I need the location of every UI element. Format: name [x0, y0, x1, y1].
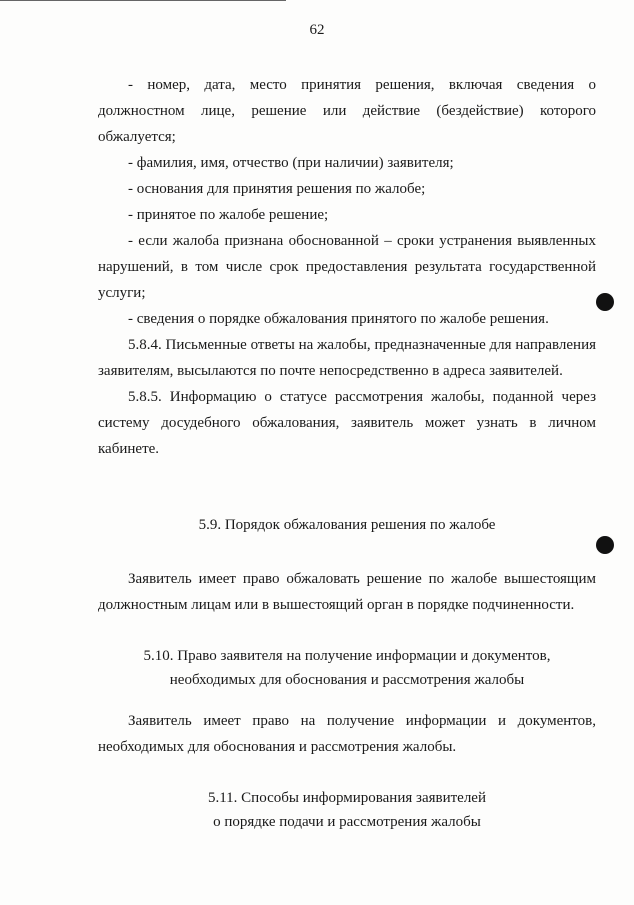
section-heading-line: 5.11. Способы информирования заявителей	[207, 790, 486, 806]
punch-hole	[596, 293, 614, 311]
paragraph-5-8-4: 5.8.4. Письменные ответы на жалобы, предназначенные для направления заявителям, высылаются по почте непосредственно в адреса заявителей.	[98, 337, 596, 379]
section-heading-5-11	[98, 786, 596, 834]
list-item: - номер, дата, место принятия решения, включая сведения о должностном лице, решение или действие (бездействие) которого обжалуется;	[98, 77, 596, 145]
list-item: - принятое по жалобе решение;	[128, 207, 329, 223]
punch-hole	[596, 536, 614, 554]
top-rule	[0, 0, 286, 1]
section-heading-5-10	[98, 644, 596, 692]
section-heading-line: 5.10. Право заявителя на получение информации и документов,	[143, 648, 551, 664]
section-text-5-9-block	[98, 566, 596, 618]
paragraph-5-8-5: 5.8.5. Информацию о статусе рассмотрения жалобы, поданной через систему досудебного обжалования, заявитель может узнать в личном кабинете.	[98, 389, 596, 457]
section-heading-text: 5.9. Порядок обжалования решения по жалобе	[198, 517, 496, 533]
page-number: 62	[309, 22, 325, 38]
list-item: - фамилия, имя, отчество (при наличии) заявителя;	[128, 155, 454, 171]
section-heading-5-9	[98, 513, 596, 537]
section-text-5-10: Заявитель имеет право на получение информации и документов, необходимых для обоснования и рассмотрения жалобы.	[98, 713, 596, 755]
section-text-5-10-block	[98, 708, 596, 760]
list-item: - если жалоба признана обоснованной – сроки устранения выявленных нарушений, в том числе срок предоставления результата государственной услуги;	[98, 233, 596, 301]
section-heading-line: необходимых для обоснования и рассмотрения жалобы	[169, 672, 525, 688]
list-item: - сведения о порядке обжалования принятого по жалобе решения.	[128, 311, 549, 327]
section-heading-line: о порядке подачи и рассмотрения жалобы	[213, 814, 481, 830]
list-item: - основания для принятия решения по жалобе;	[128, 181, 426, 197]
section-text-5-9: Заявитель имеет право обжаловать решение по жалобе вышестоящим должностным лицам или в вышестоящий орган в порядке подчиненности.	[98, 571, 596, 613]
list-block	[98, 72, 596, 462]
